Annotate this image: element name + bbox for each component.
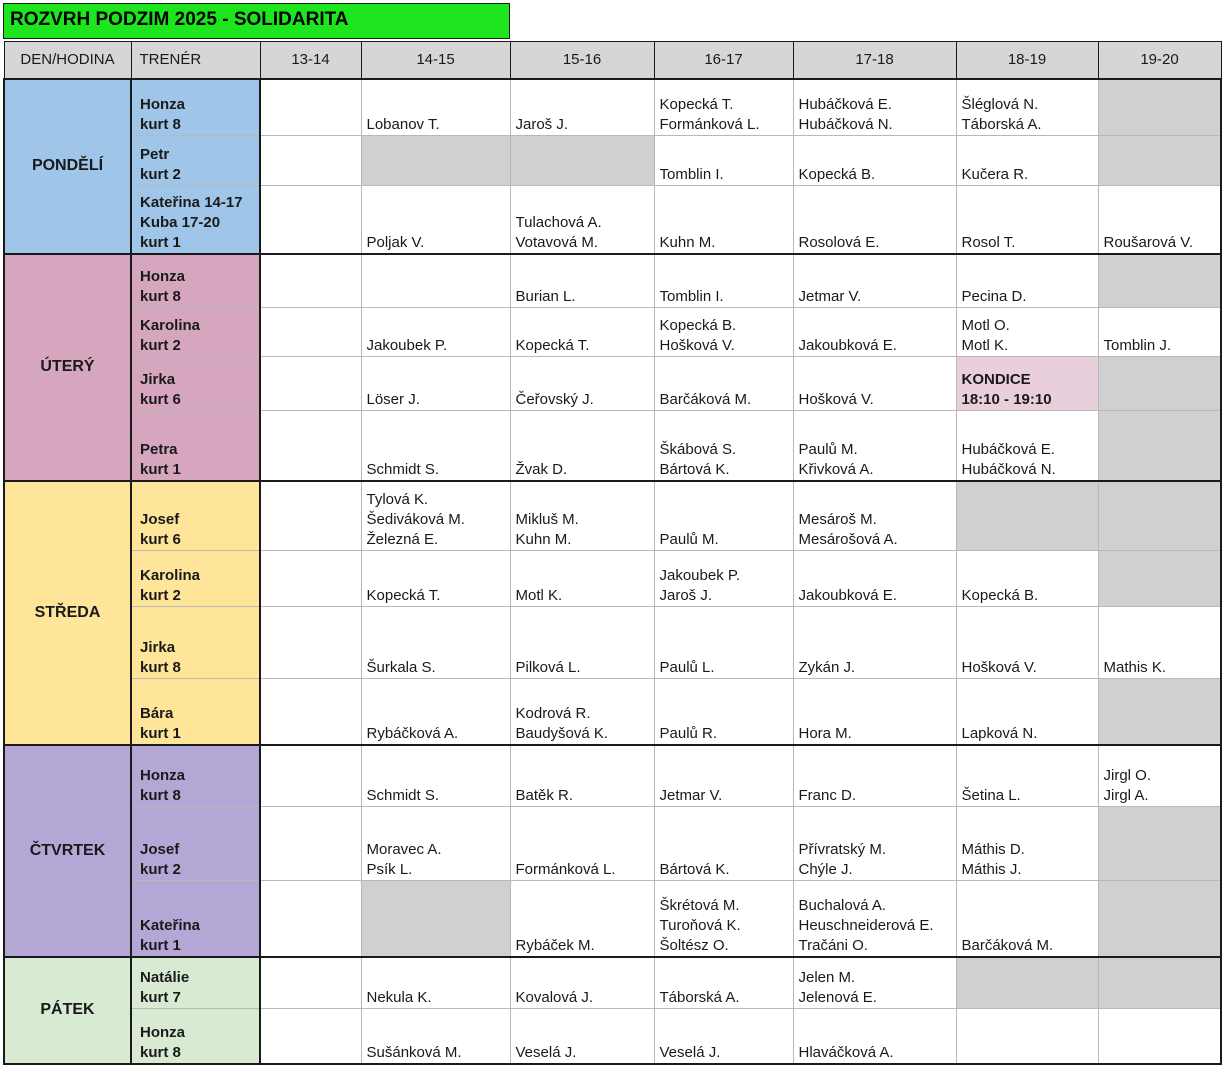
slot-cell[interactable] <box>956 254 1098 308</box>
trainer-line: Petr <box>140 146 170 163</box>
player-name: Poljak V. <box>366 233 425 251</box>
trainer-cell <box>131 957 260 1009</box>
slot-cell[interactable] <box>361 607 510 679</box>
player-name: Jirgl A. <box>1103 787 1149 804</box>
player-name: Kuhn M. <box>515 531 572 548</box>
slot-cell[interactable] <box>361 136 510 186</box>
trainer-line: Petra <box>140 440 178 458</box>
header-hour: 14-15 <box>361 42 510 79</box>
schedule-row <box>4 254 1221 308</box>
trainer-line: Karolina <box>140 567 201 584</box>
slot-cell[interactable] <box>793 957 956 1009</box>
slot-cell[interactable] <box>361 308 510 357</box>
player-name: Čeřovský J. <box>515 391 594 408</box>
player-name: Paulů M. <box>798 440 858 458</box>
trainer-cell <box>131 807 260 881</box>
slot-cell[interactable] <box>260 1009 361 1064</box>
slot-cell[interactable] <box>956 807 1098 881</box>
slot-cell[interactable] <box>793 607 956 679</box>
player-name: Škrétová M. <box>659 896 740 914</box>
slot-cell[interactable] <box>361 254 510 308</box>
slot-cell[interactable] <box>510 481 654 551</box>
player-name: Nekula K. <box>366 989 432 1006</box>
slot-cell[interactable] <box>793 551 956 607</box>
slot-cell[interactable] <box>956 957 1098 1009</box>
player-name: Baudyšová K. <box>515 724 609 742</box>
slot-cell[interactable] <box>793 807 956 881</box>
player-name: Franc D. <box>798 787 857 804</box>
player-name: Jaroš J. <box>515 116 569 133</box>
schedule-row <box>4 679 1221 745</box>
header-hour: 18-19 <box>956 42 1098 79</box>
slot-cell[interactable] <box>361 745 510 807</box>
player-name: Veselá J. <box>659 1043 721 1061</box>
trainer-line: Jirka <box>140 639 176 656</box>
player-name: Hlaváčková A. <box>798 1043 894 1061</box>
slot-cell[interactable] <box>361 79 510 136</box>
slot-cell[interactable] <box>793 254 956 308</box>
slot-cell[interactable] <box>654 607 793 679</box>
slot-cell[interactable] <box>1098 411 1221 481</box>
slot-cell[interactable] <box>260 881 361 957</box>
slot-cell[interactable] <box>510 254 654 308</box>
player-name: Barčáková M. <box>659 391 752 408</box>
trainer-line: kurt 6 <box>140 531 181 548</box>
player-name: Bártová K. <box>659 460 730 478</box>
slot-cell[interactable] <box>510 186 654 254</box>
slot-cell[interactable] <box>956 679 1098 745</box>
player-name: Máthis J. <box>961 861 1022 878</box>
player-name: Pecina D. <box>961 288 1027 305</box>
player-name: Hošková V. <box>961 659 1037 676</box>
slot-cell[interactable] <box>510 79 654 136</box>
slot-cell[interactable] <box>361 481 510 551</box>
schedule-row <box>4 551 1221 607</box>
schedule-row <box>4 79 1221 136</box>
player-name: Kodrová R. <box>515 704 591 722</box>
player-name: Jaroš J. <box>659 587 713 604</box>
header-hour: 17-18 <box>793 42 956 79</box>
header-hour: 19-20 <box>1098 42 1221 79</box>
player-name: Mesárošová A. <box>798 531 898 548</box>
slot-cell[interactable] <box>793 745 956 807</box>
player-name: Motl K. <box>961 337 1009 354</box>
player-name: Tomblin I. <box>659 166 724 183</box>
schedule-row <box>4 745 1221 807</box>
trainer-line: kurt 7 <box>140 989 181 1006</box>
trainer-line: Honza <box>140 767 185 784</box>
slot-cell[interactable] <box>260 186 361 254</box>
player-name: Tomblin J. <box>1103 337 1172 354</box>
day-label-ctvrtek: ČTVRTEK <box>4 745 131 957</box>
trainer-line: Josef <box>140 511 180 528</box>
player-name: Barčáková M. <box>961 936 1054 954</box>
trainer-cell <box>131 745 260 807</box>
trainer-cell <box>131 186 260 254</box>
slot-cell[interactable] <box>654 807 793 881</box>
trainer-line: Jirka <box>140 371 176 388</box>
slot-cell[interactable] <box>956 136 1098 186</box>
player-name: Jetmar V. <box>798 288 862 305</box>
player-name: Schmidt S. <box>366 460 440 478</box>
header-hour: 13-14 <box>260 42 361 79</box>
slot-cell[interactable] <box>654 79 793 136</box>
player-name: Zykán J. <box>798 659 856 676</box>
schedule-row <box>4 308 1221 357</box>
player-name: Rosolová E. <box>798 233 880 251</box>
schedule-row <box>4 881 1221 957</box>
trainer-line: Kateřina 14-17 <box>140 193 243 211</box>
player-name: Hubáčková N. <box>798 116 893 133</box>
trainer-cell <box>131 254 260 308</box>
slot-cell[interactable] <box>260 481 361 551</box>
player-name: Lapková N. <box>961 724 1038 742</box>
player-name: Jakoubek P. <box>659 567 741 584</box>
slot-cell[interactable] <box>260 79 361 136</box>
player-name: Tulachová A. <box>515 213 602 231</box>
player-name: Schmidt S. <box>366 787 440 804</box>
slot-cell[interactable] <box>654 411 793 481</box>
slot-cell[interactable] <box>260 136 361 186</box>
slot-cell[interactable] <box>260 357 361 411</box>
slot-cell[interactable] <box>956 551 1098 607</box>
player-name: Železná E. <box>366 531 439 548</box>
player-name: Mathis K. <box>1103 659 1167 676</box>
player-name: Hubáčková N. <box>961 460 1056 478</box>
schedule-title: ROZVRH PODZIM 2025 - SOLIDARITA <box>3 3 510 39</box>
slot-cell[interactable] <box>260 745 361 807</box>
slot-cell[interactable] <box>260 957 361 1009</box>
player-name: Křivková A. <box>798 460 874 478</box>
slot-cell[interactable] <box>1098 881 1221 957</box>
trainer-cell <box>131 79 260 136</box>
player-name: Hošková V. <box>798 391 874 408</box>
slot-cell[interactable] <box>510 745 654 807</box>
player-name: Máthis D. <box>961 841 1025 858</box>
player-name: Žvak D. <box>515 460 568 478</box>
slot-cell[interactable] <box>1098 807 1221 881</box>
header-day: DEN/HODINA <box>4 42 131 79</box>
slot-cell[interactable] <box>1098 136 1221 186</box>
trainer-cell <box>131 136 260 186</box>
schedule-row <box>4 411 1221 481</box>
player-name: Šurkala S. <box>366 659 436 676</box>
player-name: Kopecká T. <box>659 96 734 113</box>
player-name: Hubáčková E. <box>798 96 892 113</box>
slot-cell[interactable] <box>1098 254 1221 308</box>
slot-cell[interactable] <box>510 957 654 1009</box>
player-name: Hošková V. <box>659 337 735 354</box>
player-name: Motl O. <box>961 317 1010 334</box>
slot-cell[interactable] <box>1098 357 1221 411</box>
slot-cell[interactable] <box>361 186 510 254</box>
slot-cell[interactable] <box>260 254 361 308</box>
slot-cell[interactable] <box>956 308 1098 357</box>
player-name: Šetina L. <box>961 787 1021 804</box>
player-name: Moravec A. <box>366 841 442 858</box>
slot-cell[interactable] <box>793 308 956 357</box>
slot-cell[interactable] <box>260 679 361 745</box>
trainer-line: kurt 2 <box>140 166 181 183</box>
slot-cell[interactable] <box>654 745 793 807</box>
slot-cell[interactable] <box>956 411 1098 481</box>
header-trainer: TRENÉR <box>131 42 260 79</box>
player-name: Hubáčková E. <box>961 440 1055 458</box>
trainer-line: kurt 8 <box>140 659 181 676</box>
slot-cell[interactable] <box>956 79 1098 136</box>
slot-cell[interactable] <box>510 551 654 607</box>
slot-cell[interactable] <box>654 308 793 357</box>
player-name: Paulů R. <box>659 724 718 742</box>
player-name: Bártová K. <box>659 861 730 878</box>
trainer-line: Josef <box>140 841 180 858</box>
player-name: Kuhn M. <box>659 233 716 251</box>
slot-cell[interactable] <box>1098 607 1221 679</box>
slot-cell[interactable] <box>956 357 1098 411</box>
slot-cell[interactable] <box>510 807 654 881</box>
schedule-row <box>4 807 1221 881</box>
slot-cell[interactable] <box>793 679 956 745</box>
schedule-row <box>4 1009 1221 1064</box>
schedule-row <box>4 136 1221 186</box>
slot-cell[interactable] <box>510 607 654 679</box>
slot-cell[interactable] <box>793 411 956 481</box>
player-name: Škábová S. <box>659 440 737 458</box>
slot-cell[interactable] <box>1098 481 1221 551</box>
player-name: Turoňová K. <box>659 916 741 934</box>
slot-cell[interactable] <box>260 411 361 481</box>
slot-cell[interactable] <box>361 551 510 607</box>
schedule-table <box>3 41 1222 1065</box>
day-label-streda: STŘEDA <box>4 481 131 745</box>
day-label-pondeli: PONDĚLÍ <box>4 79 131 254</box>
slot-cell[interactable] <box>956 881 1098 957</box>
player-name: Táborská A. <box>961 116 1042 133</box>
slot-cell[interactable] <box>654 254 793 308</box>
player-name: Burian L. <box>515 288 576 305</box>
trainer-line: kurt 1 <box>140 724 181 742</box>
player-name: Jelenová E. <box>798 989 877 1006</box>
slot-cell[interactable] <box>654 551 793 607</box>
slot-cell[interactable] <box>510 136 654 186</box>
slot-cell[interactable] <box>654 481 793 551</box>
slot-cell[interactable] <box>361 881 510 957</box>
slot-cell[interactable] <box>793 881 956 957</box>
day-label-utery: ÚTERÝ <box>4 254 131 481</box>
trainer-line: Honza <box>140 1023 185 1041</box>
slot-cell[interactable] <box>793 481 956 551</box>
slot-cell[interactable] <box>793 186 956 254</box>
trainer-line: Kuba 17-20 <box>140 213 221 231</box>
player-name: Roušarová V. <box>1103 233 1194 251</box>
slot-cell[interactable] <box>793 357 956 411</box>
slot-cell[interactable] <box>654 1009 793 1064</box>
schedule-row <box>4 481 1221 551</box>
trainer-line: Karolina <box>140 317 201 334</box>
slot-cell[interactable] <box>793 79 956 136</box>
slot-cell[interactable] <box>1098 1009 1221 1064</box>
slot-cell[interactable] <box>654 881 793 957</box>
player-name: Mesároš M. <box>798 511 877 528</box>
slot-cell[interactable] <box>654 957 793 1009</box>
player-name: Rybáček M. <box>515 936 595 954</box>
slot-cell[interactable] <box>1098 957 1221 1009</box>
slot-cell[interactable] <box>361 807 510 881</box>
slot-cell[interactable] <box>1098 79 1221 136</box>
slot-cell[interactable] <box>1098 186 1221 254</box>
slot-cell[interactable] <box>956 1009 1098 1064</box>
slot-cell[interactable] <box>956 186 1098 254</box>
trainer-cell <box>131 607 260 679</box>
trainer-line: kurt 1 <box>140 460 181 478</box>
trainer-cell <box>131 481 260 551</box>
schedule-row <box>4 186 1221 254</box>
player-name: Tylová K. <box>366 491 429 508</box>
slot-cell[interactable] <box>510 357 654 411</box>
player-name: Jelen M. <box>798 969 856 986</box>
trainer-line: Bára <box>140 704 174 722</box>
header-hour: 15-16 <box>510 42 654 79</box>
player-name: Batěk R. <box>515 787 574 804</box>
schedule-row <box>4 607 1221 679</box>
player-name: Kopecká B. <box>961 587 1039 604</box>
player-name: Psík L. <box>366 861 413 878</box>
trainer-line: kurt 8 <box>140 1043 181 1061</box>
player-name: Kučera R. <box>961 166 1029 183</box>
player-name: Jakoubková E. <box>798 337 897 354</box>
trainer-line: Natálie <box>140 969 190 986</box>
trainer-cell <box>131 308 260 357</box>
schedule-row <box>4 357 1221 411</box>
player-name: Přívratský M. <box>798 841 887 858</box>
slot-cell[interactable] <box>361 411 510 481</box>
player-name: Formánková L. <box>515 861 616 878</box>
slot-cell[interactable] <box>510 411 654 481</box>
day-label-patek: PÁTEK <box>4 957 131 1064</box>
slot-cell[interactable] <box>654 136 793 186</box>
slot-cell[interactable] <box>1098 308 1221 357</box>
slot-cell[interactable] <box>510 881 654 957</box>
player-name: Kopecká B. <box>798 166 876 183</box>
trainer-cell <box>131 357 260 411</box>
player-name: Chýle J. <box>798 861 853 878</box>
player-name: Sušánková M. <box>366 1043 462 1061</box>
header-hour: 16-17 <box>654 42 793 79</box>
slot-cell[interactable] <box>510 1009 654 1064</box>
trainer-line: kurt 1 <box>140 936 181 954</box>
player-name: Tomblin I. <box>659 288 724 305</box>
slot-cell[interactable] <box>654 186 793 254</box>
slot-cell[interactable] <box>260 551 361 607</box>
player-name: Pilková L. <box>515 659 581 676</box>
slot-cell[interactable] <box>956 745 1098 807</box>
player-name: Jirgl O. <box>1103 767 1152 784</box>
player-name: Kopecká T. <box>515 337 590 354</box>
schedule-row <box>4 957 1221 1009</box>
trainer-cell <box>131 679 260 745</box>
player-name: Táborská A. <box>659 989 740 1006</box>
slot-cell[interactable] <box>361 957 510 1009</box>
trainer-line: kurt 8 <box>140 787 181 804</box>
slot-cell[interactable] <box>793 136 956 186</box>
slot-cell[interactable] <box>1098 745 1221 807</box>
slot-cell[interactable] <box>260 308 361 357</box>
player-name: Lobanov T. <box>366 116 440 133</box>
trainer-cell <box>131 881 260 957</box>
player-name: Rybáčková A. <box>366 724 459 742</box>
slot-cell[interactable] <box>654 679 793 745</box>
player-name: Rosol T. <box>961 233 1016 251</box>
player-name: Motl K. <box>515 587 563 604</box>
trainer-line: Kateřina <box>140 916 201 934</box>
player-name: Šoltész O. <box>659 936 729 954</box>
trainer-cell <box>131 1009 260 1064</box>
trainer-cell <box>131 551 260 607</box>
player-name: Paulů L. <box>659 659 715 676</box>
slot-cell[interactable] <box>1098 679 1221 745</box>
player-name: Votavová M. <box>515 233 599 251</box>
trainer-line: Honza <box>140 96 185 113</box>
player-name: Jakoubková E. <box>798 587 897 604</box>
slot-cell[interactable] <box>956 607 1098 679</box>
trainer-line: kurt 2 <box>140 587 181 604</box>
player-name: Kovalová J. <box>515 989 594 1006</box>
slot-cell[interactable] <box>260 607 361 679</box>
trainer-line: Honza <box>140 268 185 285</box>
player-name: Mikluš M. <box>515 511 579 528</box>
slot-cell[interactable] <box>361 679 510 745</box>
slot-cell[interactable] <box>1098 551 1221 607</box>
player-name: Jakoubek P. <box>366 337 448 354</box>
slot-cell[interactable] <box>956 481 1098 551</box>
header-row <box>4 42 1221 79</box>
trainer-line: kurt 8 <box>140 288 181 305</box>
player-name: Formánková L. <box>659 116 760 133</box>
slot-cell[interactable] <box>361 357 510 411</box>
player-name: Kopecká T. <box>366 587 441 604</box>
player-name: Heuschneiderová E. <box>798 916 934 934</box>
slot-cell[interactable] <box>510 308 654 357</box>
trainer-cell <box>131 411 260 481</box>
player-name: Šediváková M. <box>366 511 465 528</box>
trainer-line: kurt 6 <box>140 391 181 408</box>
slot-cell[interactable] <box>793 1009 956 1064</box>
player-name: 18:10 - 19:10 <box>961 391 1052 408</box>
player-name: Paulů M. <box>659 531 719 548</box>
player-name: Hora M. <box>798 724 852 742</box>
player-name: KONDICE <box>961 371 1031 388</box>
slot-cell[interactable] <box>361 1009 510 1064</box>
slot-cell[interactable] <box>654 357 793 411</box>
slot-cell[interactable] <box>260 807 361 881</box>
player-name: Buchalová A. <box>798 896 887 914</box>
trainer-line: kurt 2 <box>140 861 181 878</box>
player-name: Šléglová N. <box>961 96 1039 113</box>
player-name: Kopecká B. <box>659 317 737 334</box>
trainer-line: kurt 8 <box>140 116 181 133</box>
player-name: Tračáni O. <box>798 936 868 954</box>
player-name: Jetmar V. <box>659 787 723 804</box>
player-name: Veselá J. <box>515 1043 577 1061</box>
trainer-line: kurt 2 <box>140 337 181 354</box>
trainer-line: kurt 1 <box>140 233 181 251</box>
slot-cell[interactable] <box>510 679 654 745</box>
player-name: Löser J. <box>366 391 420 408</box>
